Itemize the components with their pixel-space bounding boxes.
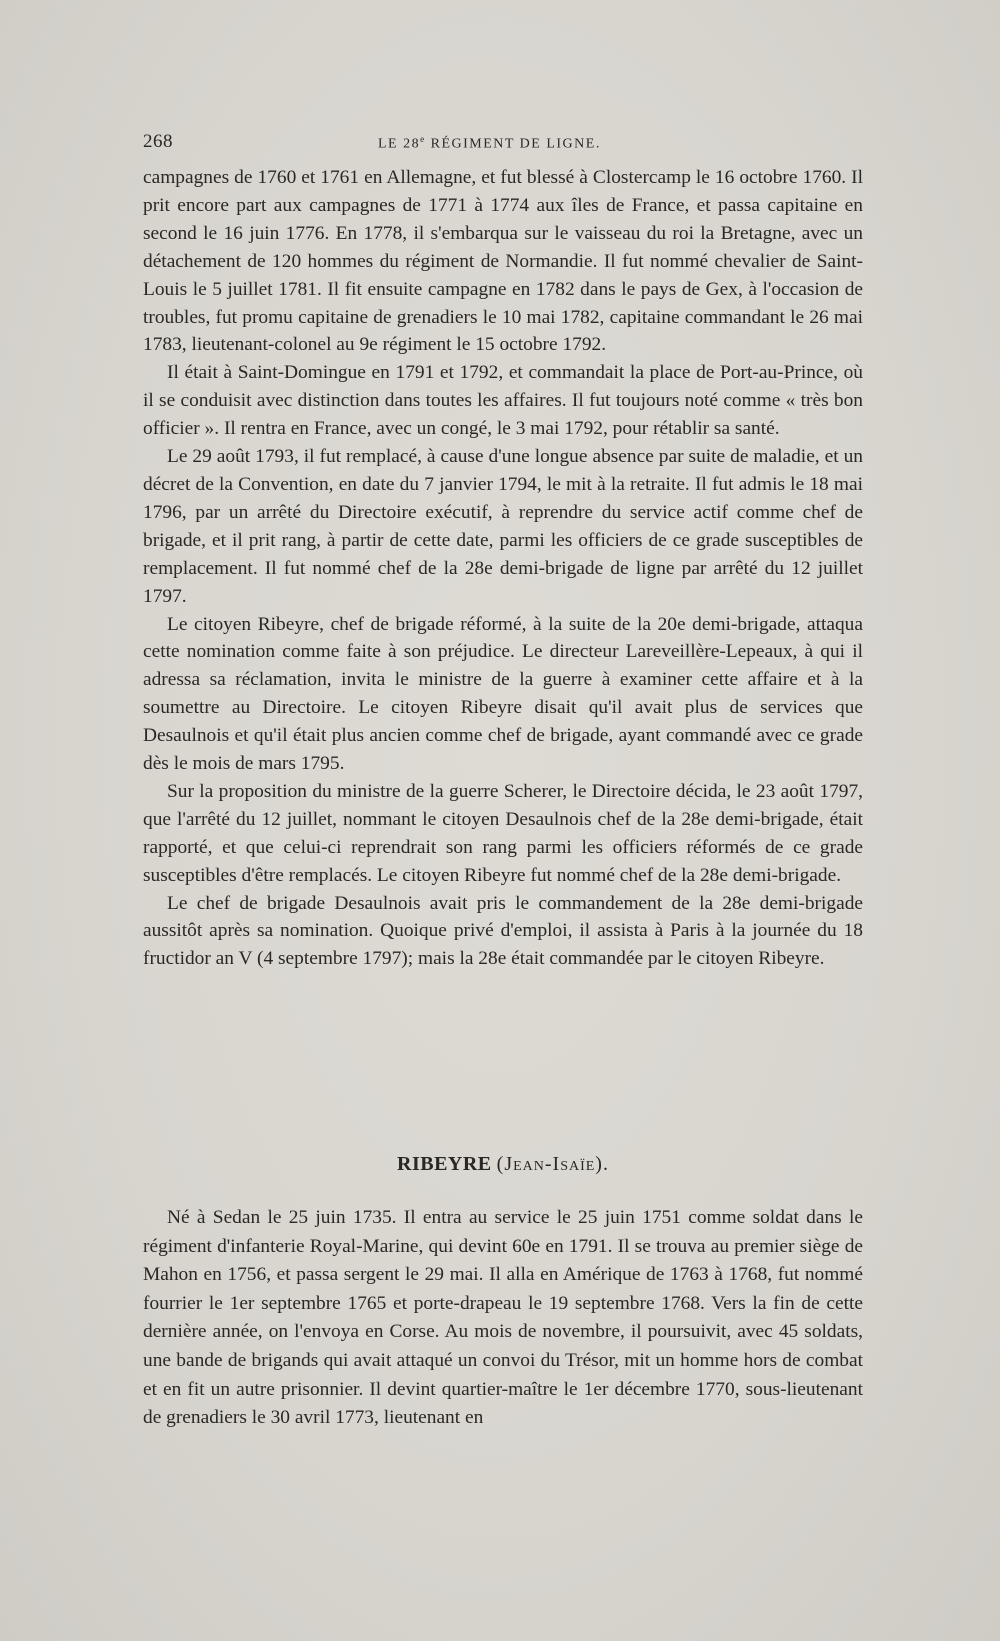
paragraph: Né à Sedan le 25 juin 1735. Il entra au service le 25 juin 1751 comme soldat dans le régiment d'infanterie Royal-Marine, qui devint 60e en 1791. Il se trouva au premier siège de Mahon en 1756, et passa sergent le 29 mai. Il alla en Amérique de 1763 à 1768, fut nommé fourrier le 1er septembre 1765 et porte-drapeau le 19 septembre 1768. Vers la fin de cette dernière année, on l'envoya en Corse. Au mois de novembre, il poursuivit, avec 45 soldats, une bande de brigands qui avait attaqué un convoi du Trésor, mit un homme hors de combat et en fit un autre prisonnier. Il devint quartier-maître le 1er décembre 1770, sous-lieutenant de grenadiers le 30 avril 1773, lieutenant en	[143, 1207, 863, 1429]
page-header	[143, 131, 863, 155]
running-head-sup: e	[420, 134, 426, 144]
paragraph: Sur la proposition du ministre de la guerre Scherer, le Directoire décida, le 23 août 1797, que l'arrêté du 12 juillet, nommant le citoyen Desaulnois chef de la 28e demi-brigade, était rapporté, et que celui-ci reprendrait son rang parmi les officiers réformés de ce grade susceptibles d'être remplacés. Le citoyen Ribeyre fut nommé chef de la 28e demi-brigade.	[143, 780, 863, 886]
biography-heading	[143, 1152, 863, 1176]
running-head	[378, 134, 601, 153]
section-desaulnois-text	[143, 164, 863, 973]
paragraph: Le chef de brigade Desaulnois avait pris le commandement de la 28e demi-brigade aussitôt après sa nomination. Quoique privé d'emploi, il assista à Paris à la journée du 18 fructidor an V (4 septembre 1797); mais la 28e était commandée par le citoyen Ribeyre.	[143, 892, 863, 970]
paragraph: Il était à Saint-Domingue en 1791 et 1792, et commandait la place de Port-au-Prince, où il se conduisit avec distinction dans toutes les affaires. Il fut toujours noté comme « très bon officier ». Il rentra en France, avec un congé, le 3 mai 1792, pour rétablir sa santé.	[143, 362, 863, 440]
running-head-prefix: LE 28	[378, 136, 421, 152]
heading-given-names: (Jean-Isaïe).	[496, 1153, 609, 1175]
section-ribeyre-text	[143, 1204, 863, 1433]
heading-surname: RIBEYRE	[397, 1153, 492, 1175]
paragraph: campagnes de 1760 et 1761 en Allemagne, et fut blessé à Clostercamp le 16 octobre 1760. Il prit encore part aux campagnes de 1771 à 1774 aux îles de France, et passa capitaine en second le 16 juin 1776. En 1778, il s'embarqua sur le vaisseau du roi la Bretagne, avec un détachement de 120 hommes du régiment de Normandie. Il fut nommé chevalier de Saint-Louis le 5 juillet 1781. Il fit ensuite campagne en 1782 dans le pays de Gex, à l'occasion de troubles, fut promu capitaine de grenadiers le 10 mai 1782, capitaine commandant le 26 mai 1783, lieutenant-colonel au 9e régiment le 15 octobre 1792.	[143, 167, 863, 356]
running-head-suffix: RÉGIMENT DE LIGNE.	[425, 136, 601, 152]
paragraph: Le citoyen Ribeyre, chef de brigade réformé, à la suite de la 20e demi-brigade, attaqua cette nomination comme faite à son préjudice. Le directeur Lareveillère-Lepeaux, à qui il adressa sa réclamation, invita le ministre de la guerre à examiner cette affaire et à la soumettre au Directoire. Le citoyen Ribeyre disait qu'il avait plus de services que Desaulnois et qu'il était plus ancien comme chef de brigade, ayant commandé avec ce grade dès le mois de mars 1795.	[143, 613, 863, 775]
paragraph: Le 29 août 1793, il fut remplacé, à cause d'une longue absence par suite de maladie, et un décret de la Convention, en date du 7 janvier 1794, le mit à la retraite. Il fut admis le 18 mai 1796, par un arrêté du Directoire exécutif, à reprendre du service actif comme chef de brigade, et il prit rang, à partir de cette date, parmi les officiers de ce grade susceptibles de remplacement. Il fut nommé chef de la 28e demi-brigade de ligne par arrêté du 12 juillet 1797.	[143, 446, 863, 607]
page-number: 268	[143, 131, 173, 152]
